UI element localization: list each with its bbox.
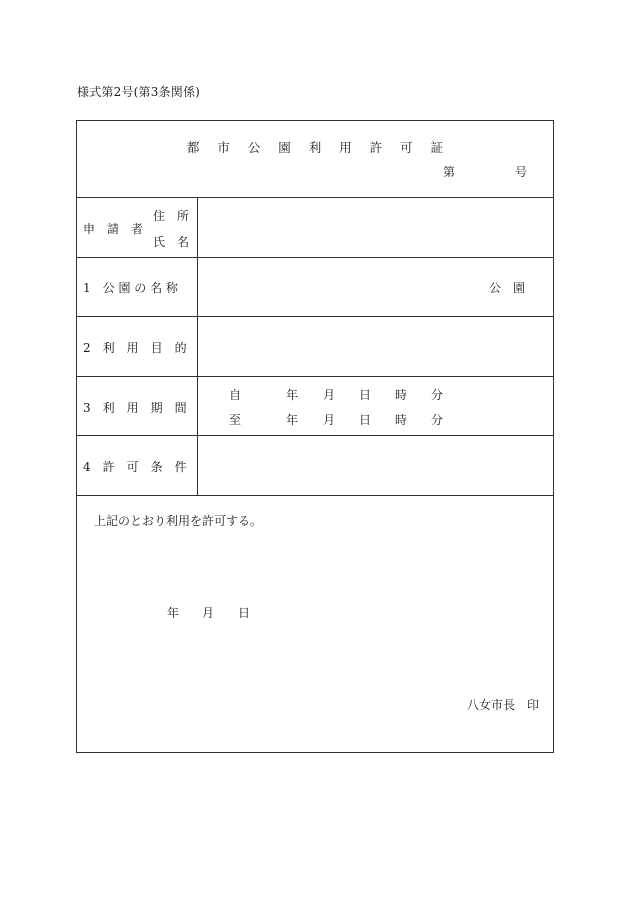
form-title: 都 市 公 園 利 用 許 可 証 bbox=[186, 140, 451, 155]
divider bbox=[77, 197, 553, 198]
period-to-year: 年 bbox=[286, 413, 299, 427]
applicant-address-label: 住 所 bbox=[153, 209, 190, 223]
divider bbox=[77, 495, 553, 496]
applicant-label: 申 請 者 bbox=[83, 222, 144, 236]
period-label: 3 利 用 期 間 bbox=[83, 401, 187, 415]
divider bbox=[77, 376, 553, 377]
divider bbox=[77, 435, 553, 436]
period-to-minute: 分 bbox=[431, 413, 444, 427]
issuer-seal: 八女市長 印 bbox=[467, 698, 540, 712]
date-month: 月 bbox=[202, 606, 215, 620]
period-to-prefix: 至 bbox=[229, 413, 242, 427]
number-dai: 第 bbox=[443, 165, 456, 179]
period-from-hour: 時 bbox=[395, 388, 408, 402]
permission-statement: 上記のとおり利用を許可する。 bbox=[94, 514, 263, 528]
divider bbox=[77, 257, 553, 258]
period-to-day: 日 bbox=[359, 413, 372, 427]
park-name-label: 1 公 園 の 名 称 bbox=[83, 281, 178, 295]
date-year: 年 bbox=[167, 606, 180, 620]
purpose-label: 2 利 用 目 的 bbox=[83, 341, 187, 355]
period-from-day: 日 bbox=[359, 388, 372, 402]
form-number: 様式第2号(第3条関係) bbox=[77, 85, 201, 99]
permit-form bbox=[76, 120, 554, 753]
period-from-year: 年 bbox=[286, 388, 299, 402]
conditions-field[interactable] bbox=[199, 437, 551, 493]
column-divider bbox=[197, 197, 198, 495]
period-to-hour: 時 bbox=[395, 413, 408, 427]
applicant-name-label: 氏 名 bbox=[153, 235, 190, 249]
park-suffix: 公 園 bbox=[489, 281, 526, 295]
period-from-minute: 分 bbox=[431, 388, 444, 402]
period-field[interactable] bbox=[199, 378, 551, 434]
number-go: 号 bbox=[515, 165, 528, 179]
period-from-prefix: 自 bbox=[229, 388, 242, 402]
conditions-label: 4 許 可 条 件 bbox=[83, 460, 187, 474]
divider bbox=[77, 316, 553, 317]
purpose-field[interactable] bbox=[199, 318, 551, 374]
applicant-field[interactable] bbox=[199, 199, 551, 255]
period-to-month: 月 bbox=[323, 413, 336, 427]
date-day: 日 bbox=[238, 606, 251, 620]
period-from-month: 月 bbox=[323, 388, 336, 402]
